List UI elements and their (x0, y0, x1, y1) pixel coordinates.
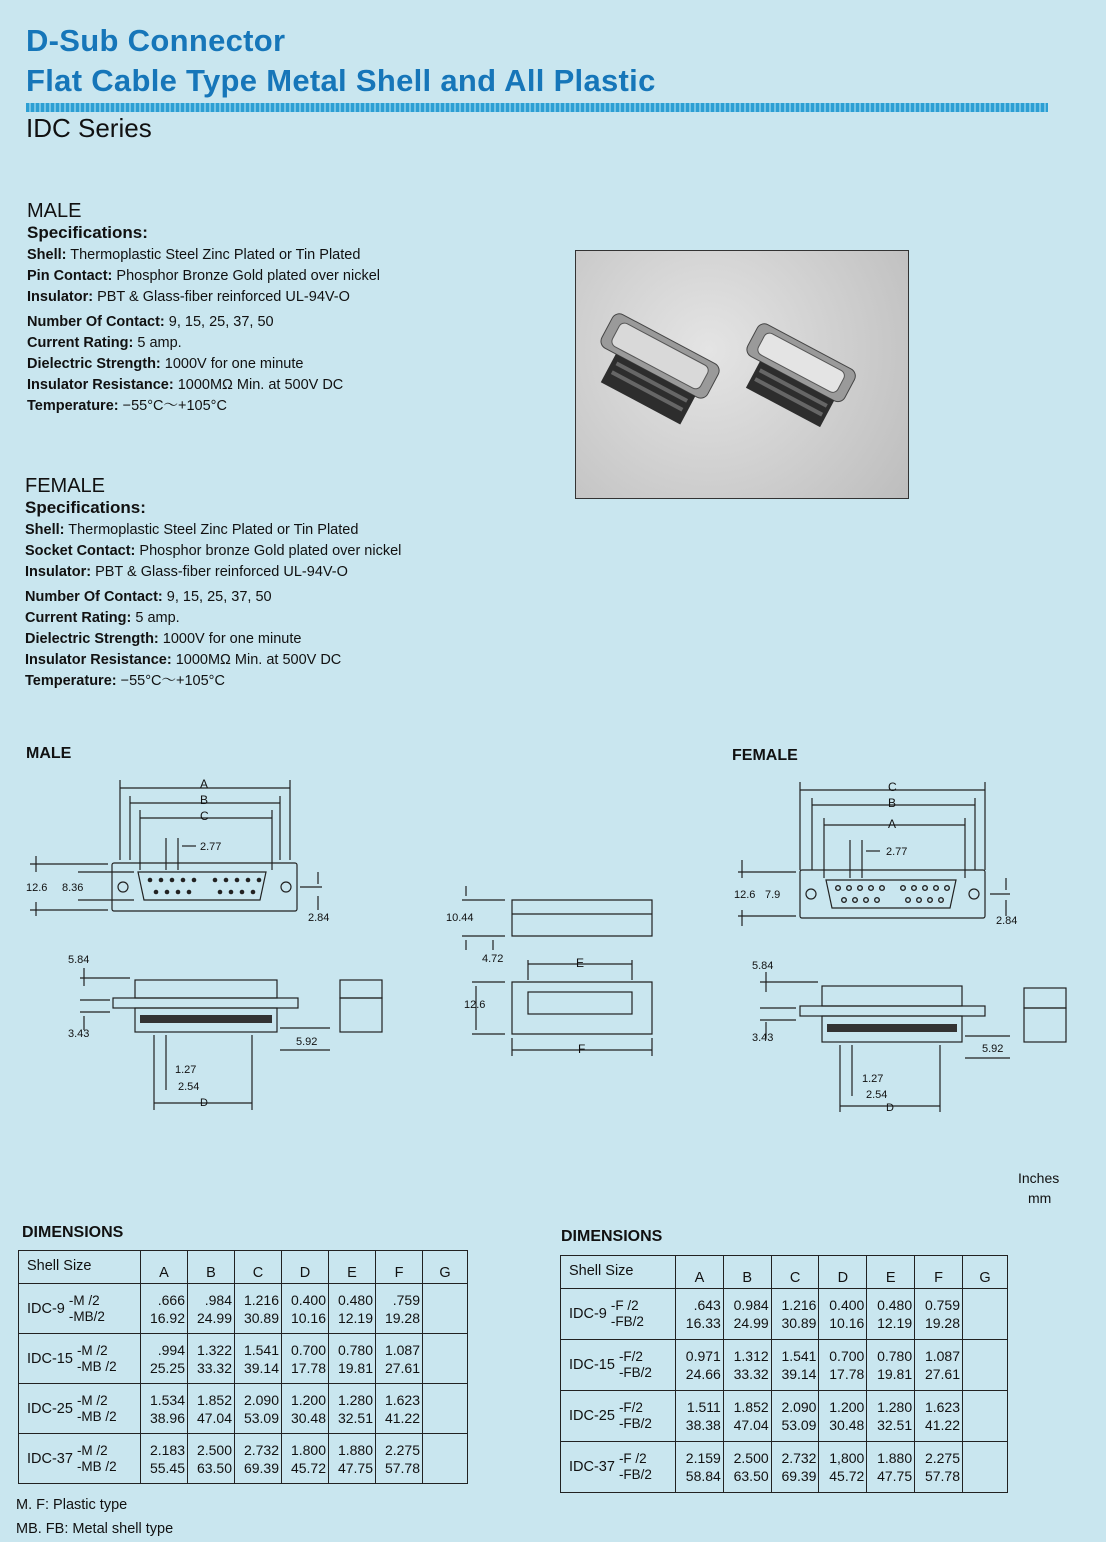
cover-dim-h1: 10.44 (446, 912, 474, 924)
spec-row: Insulator Resistance: 1000MΩ Min. at 500V DC (25, 652, 342, 668)
male-dim-h1: 12.6 (26, 882, 48, 894)
spec-row: Temperature: −55°C～+105°C (27, 398, 227, 414)
female-spec-block (25, 475, 401, 692)
male-dimensions-table (18, 1250, 468, 1484)
female-front-view (738, 782, 1010, 926)
male-side-view (80, 968, 382, 1110)
female-dimensions-table (560, 1255, 1008, 1493)
table-row: IDC-15-M /2 -MB /2 .994 25.25 1.322 33.32 1.541 39.14 0.700 17.78 0.780 19.81 1.087 27.61 (19, 1334, 468, 1384)
female-dim-h1: 12.6 (734, 889, 756, 901)
dimension-drawings (0, 760, 1106, 1120)
female-dim-h3: 5.84 (752, 960, 774, 972)
female-dimensions-title: DIMENSIONS (561, 1228, 663, 1245)
spec-row: Number Of Contact: 9, 15, 25, 37, 50 (27, 314, 274, 330)
spec-row: Current Rating: 5 amp. (25, 610, 180, 626)
cover-view (462, 886, 652, 1056)
female-dim-pitch: 2.77 (886, 846, 908, 858)
female-dim-A: A (888, 817, 897, 831)
table-row: IDC-37-M /2 -MB /2 2.183 55.45 2.500 63.50 2.732 69.39 1.800 45.72 1.880 47.75 2.275 57.78 (19, 1434, 468, 1484)
female-dim-p1: 1.27 (862, 1073, 884, 1085)
male-dim-h2: 8.36 (62, 882, 84, 894)
female-dim-D: D (886, 1102, 894, 1114)
male-pin-holes (148, 878, 262, 895)
female-dim-h2: 7.9 (765, 889, 781, 901)
male-dim-hole: 2.84 (308, 912, 330, 924)
units-mm: mm (1028, 1190, 1052, 1206)
male-dim-D: D (200, 1097, 208, 1109)
male-dim-pitch: 2.77 (200, 841, 222, 853)
female-dim-h5: 5.92 (982, 1043, 1004, 1055)
spec-row: Dielectric Strength: 1000V for one minute (27, 356, 304, 372)
spec-row: Insulator: PBT & Glass-fiber reinforced UL-94V-O (27, 289, 350, 305)
male-spec-block (27, 200, 380, 417)
header-rule (26, 103, 1048, 112)
spec-row: Shell: Thermoplastic Steel Zinc Plated or Tin Plated (27, 247, 361, 263)
table-row: IDC-9-F /2 -FB/2 .643 16.33 0.984 24.99 1.216 30.89 0.400 10.16 0.480 12.19 0.759 19.28 (561, 1289, 1008, 1340)
male-dim-p1: 1.27 (175, 1064, 197, 1076)
spec-row: Socket Contact: Phosphor bronze Gold plated over nickel (25, 543, 402, 559)
title-line-1: D-Sub Connector (26, 23, 286, 58)
female-side-view (760, 972, 1066, 1112)
male-dim-C: C (200, 809, 209, 823)
female-dim-hole: 2.84 (996, 915, 1018, 927)
male-front-view (30, 780, 322, 916)
title-line-2: Flat Cable Type Metal Shell and All Plastic (26, 63, 656, 98)
spec-row: Dielectric Strength: 1000V for one minute (25, 631, 302, 647)
male-heading: MALE (27, 200, 82, 222)
spec-row: Temperature: −55°C～+105°C (25, 673, 225, 689)
units-inches: Inches (1018, 1170, 1060, 1186)
female-drawing-label: FEMALE (732, 747, 798, 764)
female-dim-p2: 2.54 (866, 1089, 888, 1101)
female-heading: FEMALE (25, 475, 106, 497)
male-dim-A: A (200, 777, 209, 791)
male-dim-h5: 5.92 (296, 1036, 318, 1048)
male-dim-B: B (200, 793, 209, 807)
table-row: IDC-15-F/2 -FB/2 0.971 24.66 1.312 33.32 1.541 39.14 0.700 17.78 0.780 19.81 1.087 27.61 (561, 1340, 1008, 1391)
table-row: IDC-9-M /2 -MB/2 .666 16.92 .984 24.99 1.216 30.89 0.400 10.16 0.480 12.19 .759 19.28 (19, 1284, 468, 1334)
cover-dim-h3: 12.6 (464, 999, 486, 1011)
spec-row: Insulator: PBT & Glass-fiber reinforced UL-94V-O (25, 564, 348, 580)
female-socket-holes (836, 886, 950, 903)
male-dimensions-title: DIMENSIONS (22, 1224, 124, 1241)
male-specs-subheading: Specifications: (27, 223, 148, 242)
cover-dim-E: E (576, 956, 585, 970)
male-drawing-label: MALE (26, 745, 72, 762)
product-photo (575, 250, 909, 499)
male-dim-p2: 2.54 (178, 1081, 200, 1093)
female-dim-C: C (888, 780, 897, 794)
female-specs-subheading: Specifications: (25, 498, 146, 517)
connector-photo-art (576, 251, 908, 498)
series-title: IDC Series (26, 113, 152, 143)
cover-dim-F: F (578, 1042, 586, 1056)
male-dim-h3: 5.84 (68, 954, 90, 966)
table-row: IDC-25-F/2 -FB/2 1.511 38.38 1.852 47.04 2.090 53.09 1.200 30.48 1.280 32.51 1.623 41.22 (561, 1391, 1008, 1442)
spec-row: Number Of Contact: 9, 15, 25, 37, 50 (25, 589, 272, 605)
female-dim-h4: 3.43 (752, 1032, 774, 1044)
table-row: IDC-25-M /2 -MB /2 1.534 38.96 1.852 47.04 2.090 53.09 1.200 30.48 1.280 32.51 1.623 41.22 (19, 1384, 468, 1434)
spec-row: Insulator Resistance: 1000MΩ Min. at 500V DC (27, 377, 344, 393)
spec-row: Current Rating: 5 amp. (27, 335, 182, 351)
footnote-plastic: M. F: Plastic type (16, 1497, 128, 1513)
cover-dim-h2: 4.72 (482, 953, 504, 965)
table-row: IDC-37-F /2 -FB/2 2.159 58.84 2.500 63.50 2.732 69.39 1,800 45.72 1.880 47.75 2.275 57.78 (561, 1442, 1008, 1493)
male-dim-h4: 3.43 (68, 1028, 90, 1040)
table-header-row: Shell Size A B C D E F G (561, 1256, 1008, 1289)
spec-row: Pin Contact: Phosphor Bronze Gold plated over nickel (27, 268, 380, 284)
footnote-metal-shell: MB. FB: Metal shell type (16, 1521, 174, 1537)
female-dim-B: B (888, 796, 897, 810)
table-header-row: Shell Size A B C D E F G (19, 1251, 468, 1284)
spec-row: Shell: Thermoplastic Steel Zinc Plated or Tin Plated (25, 522, 359, 538)
